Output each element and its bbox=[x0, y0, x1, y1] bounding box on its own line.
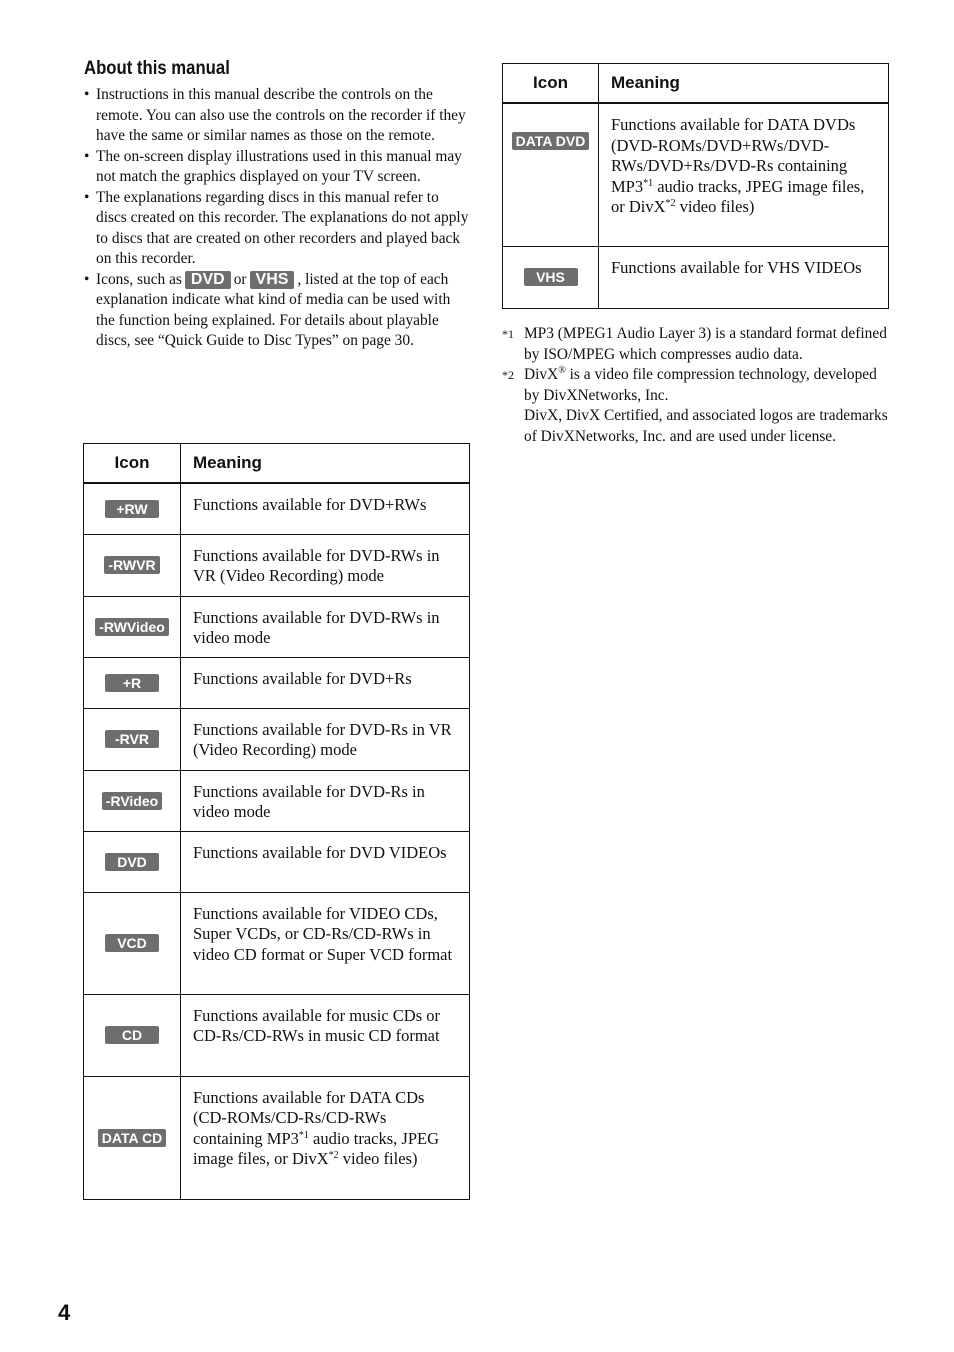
meaning-cell: Functions available for DVD-RWs in VR (Video Recording) mode bbox=[181, 534, 470, 596]
minus-rw-vr-icon: -RWVR bbox=[104, 556, 159, 574]
plus-r-icon: +R bbox=[105, 674, 159, 692]
footnote-ref: *2 bbox=[665, 198, 676, 209]
meaning-text: Functions available for DATA CDs (CD-ROMs/CD-Rs/CD-RWs containing MP3 bbox=[193, 1087, 425, 1148]
bullet-text: , listed at the top of each explanation indicate what kind of media can be used with the function being explained. For details about playable discs, see “Quick Guide to Disc Types” on page 30. bbox=[96, 270, 451, 349]
bullet-text: or bbox=[233, 270, 247, 288]
dvd-icon: DVD bbox=[185, 271, 231, 289]
icon-cell bbox=[84, 892, 181, 994]
meaning-cell: Functions available for DVD-Rs in video mode bbox=[181, 770, 470, 831]
footnote-ref: *1 bbox=[298, 1129, 309, 1141]
icon-cell bbox=[503, 246, 599, 308]
table-row bbox=[503, 103, 889, 246]
vhs-icon: VHS bbox=[250, 271, 295, 289]
bullet-item: • Instructions in this manual describe the controls on the remote. You can also use the controls on the recorder if they have the same or similar names as those on the remote. bbox=[84, 85, 469, 147]
meaning-cell: Functions available for DVD+RWs bbox=[181, 483, 470, 534]
table-row bbox=[84, 1076, 470, 1199]
minus-r-vr-icon: -RVR bbox=[105, 730, 159, 748]
footnote-text: DivX bbox=[524, 366, 559, 383]
meaning-text: video files) bbox=[675, 197, 755, 216]
footnote-mark: *1 bbox=[502, 327, 514, 341]
icon-cell bbox=[84, 1076, 181, 1199]
meaning-cell: Functions available for DVD-RWs in video mode bbox=[181, 596, 470, 657]
header-icon: Icon bbox=[84, 444, 181, 484]
icon-cell bbox=[84, 596, 181, 657]
meaning-text: video files) bbox=[338, 1149, 418, 1168]
meaning-cell: Functions available for VIDEO CDs, Super VCDs, or CD-Rs/CD-RWs in video CD format or Super VCD format bbox=[181, 892, 470, 994]
icon-cell bbox=[84, 483, 181, 534]
header-meaning: Meaning bbox=[181, 444, 470, 484]
footnote-ref: *1 bbox=[643, 177, 654, 189]
media-icon-table-right bbox=[502, 63, 889, 309]
footnote-text: MP3 (MPEG1 Audio Layer 3) is a standard format defined by ISO/MPEG which compresses audio data. bbox=[524, 325, 887, 363]
header-icon: Icon bbox=[503, 64, 599, 104]
table-row bbox=[503, 246, 889, 308]
icon-cell bbox=[84, 708, 181, 770]
icon-cell bbox=[503, 103, 599, 246]
meaning-cell: Functions available for music CDs or CD-Rs/CD-RWs in music CD format bbox=[181, 994, 470, 1076]
footnote-item bbox=[502, 324, 892, 365]
footnote-mark: *2 bbox=[502, 368, 514, 382]
data-cd-icon: DATA CD bbox=[98, 1129, 166, 1147]
icon-cell bbox=[84, 831, 181, 892]
dvd-icon: DVD bbox=[105, 853, 159, 871]
cd-icon: CD bbox=[105, 1026, 159, 1044]
table-header-row bbox=[503, 64, 889, 104]
vhs-icon: VHS bbox=[524, 268, 578, 286]
meaning-cell: Functions available for DVD VIDEOs bbox=[181, 831, 470, 892]
table-row bbox=[84, 483, 470, 534]
footnotes bbox=[502, 324, 892, 447]
table-row bbox=[84, 831, 470, 892]
footnote-item bbox=[502, 365, 892, 447]
icon-cell bbox=[84, 770, 181, 831]
table-row bbox=[84, 708, 470, 770]
section-heading: About this manual bbox=[84, 58, 230, 79]
page-number: 4 bbox=[58, 1300, 71, 1325]
meaning-cell: Functions available for DVD-Rs in VR (Video Recording) mode bbox=[181, 708, 470, 770]
meaning-cell: Functions available for DVD+Rs bbox=[181, 657, 470, 708]
meaning-text: Functions available for DATA DVDs (DVD-ROMs/DVD+RWs/DVD-RWs/DVD+Rs/DVD-Rs containing MP3 bbox=[611, 115, 856, 196]
bullet-item bbox=[84, 270, 469, 352]
minus-r-video-icon: -RVideo bbox=[102, 792, 162, 810]
data-dvd-icon: DATA DVD bbox=[512, 132, 590, 150]
table-row bbox=[84, 657, 470, 708]
header-meaning: Meaning bbox=[599, 64, 889, 104]
minus-rw-video-icon: -RWVideo bbox=[95, 618, 169, 636]
bullet-item: • The explanations regarding discs in this manual refer to discs created on this recorder. The explanations do not apply to discs that are created on other recorders and played back on this recorder. bbox=[84, 188, 469, 270]
icon-cell bbox=[84, 534, 181, 596]
meaning-text: audio tracks, JPEG image files, or DivX bbox=[611, 176, 865, 216]
bullet-text: Icons, such as bbox=[96, 270, 182, 288]
icon-cell bbox=[84, 994, 181, 1076]
footnote-ref: *2 bbox=[328, 1150, 339, 1161]
meaning-cell bbox=[599, 103, 889, 246]
meaning-text: audio tracks, JPEG image files, or DivX bbox=[193, 1128, 440, 1168]
table-row bbox=[84, 770, 470, 831]
registered-mark: ® bbox=[558, 365, 566, 376]
footnote-text: is a video file compression technology, developed by DivXNetworks, Inc. bbox=[524, 366, 877, 404]
table-row bbox=[84, 596, 470, 657]
bullet-list bbox=[84, 85, 469, 352]
table-row bbox=[84, 994, 470, 1076]
table-row bbox=[84, 892, 470, 994]
bullet-item: • The on-screen display illustrations used in this manual may not match the graphics displayed on your TV screen. bbox=[84, 147, 469, 188]
table-row bbox=[84, 534, 470, 596]
vcd-icon: VCD bbox=[105, 934, 159, 952]
meaning-cell bbox=[181, 1076, 470, 1199]
plus-rw-icon: +RW bbox=[105, 500, 159, 518]
media-icon-table-left bbox=[83, 443, 470, 1200]
icon-cell bbox=[84, 657, 181, 708]
footnote-text: DivX, DivX Certified, and associated logos are trademarks of DivXNetworks, Inc. and are used under license. bbox=[524, 407, 888, 445]
table-header-row bbox=[84, 444, 470, 484]
meaning-cell: Functions available for VHS VIDEOs bbox=[599, 246, 889, 308]
